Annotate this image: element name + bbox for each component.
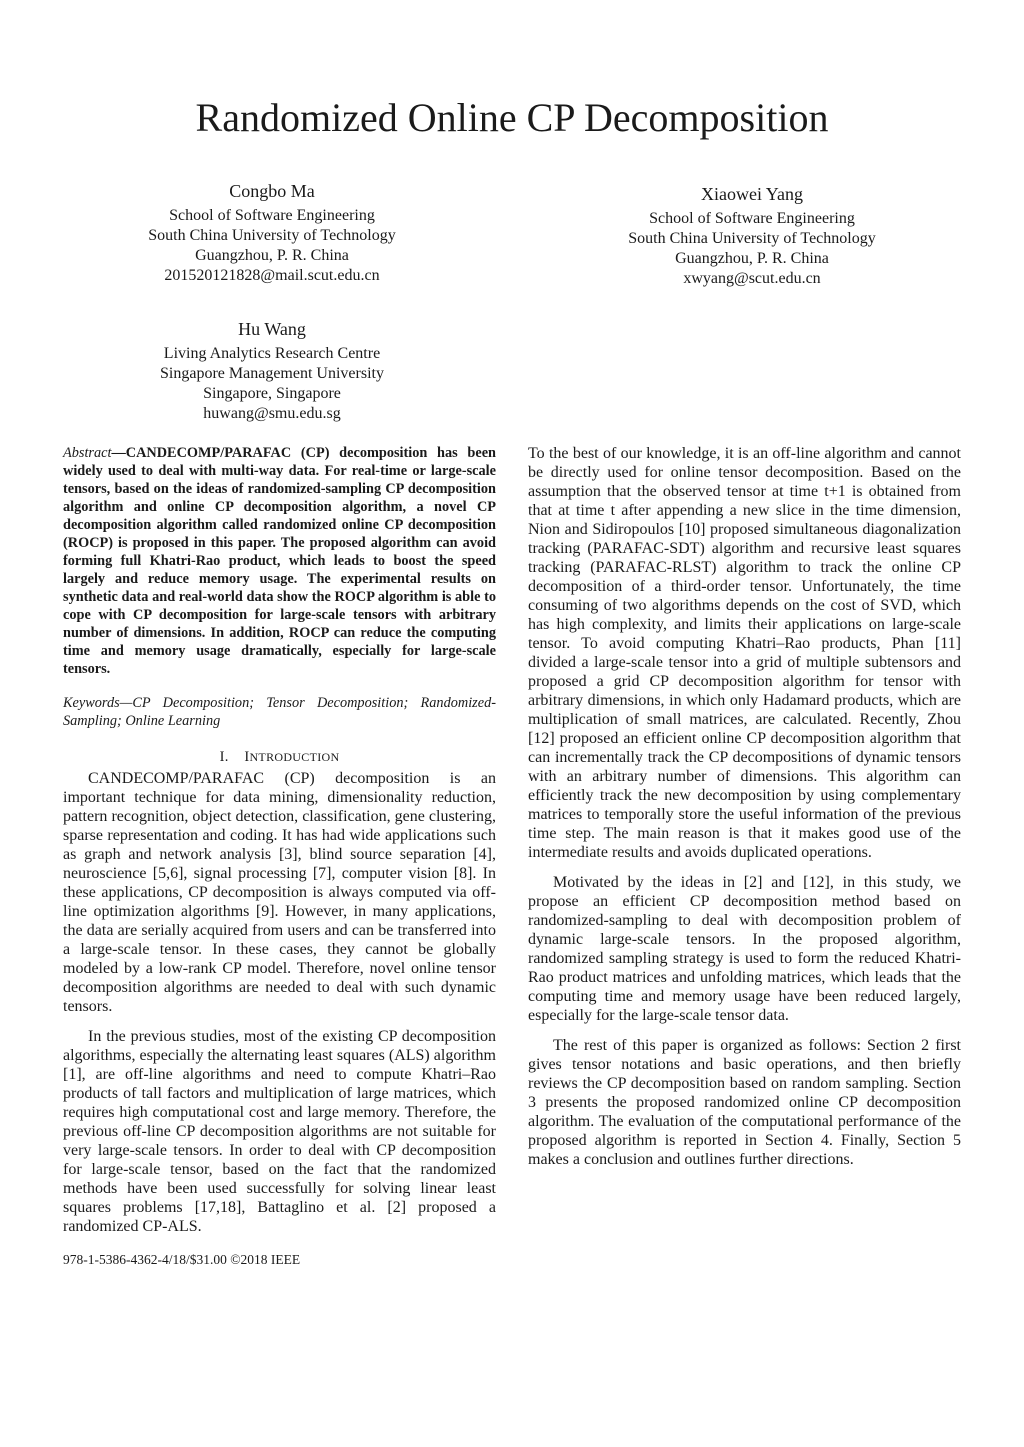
- author-name: Congbo Ma: [229, 181, 315, 201]
- left-column: [63, 444, 496, 1236]
- keywords: Keywords—CP Decomposition; Tensor Decomposition; Randomized-Sampling; Online Learning: [63, 695, 496, 729]
- author-name: Xiaowei Yang: [701, 184, 803, 204]
- author-institution: South China University of Technology: [628, 230, 876, 247]
- abstract-text: —CANDECOMP/PARAFAC (CP) decomposition has been widely used to deal with multi-way data. For real-time or large-scale tensors, based on the ideas of randomized-sampling CP decomposition algorithm and online CP decomposition algorithm, a novel CP decomposition algorithm called randomized online CP decomposition (ROCP) is proposed in this paper. The proposed algorithm can avoid forming full Khatri-Rao product, which leads to boost the speed largely and reduce memory usage. The experimental results on synthetic data and real-world data show the ROCP algorithm is able to cope with CP decomposition for large-scale tensors with arbitrary number of dimensions. In addition, ROCP can reduce the computing time and memory usage dramatically, especially for large-scale tensors.: [63, 445, 496, 677]
- abstract: [63, 444, 496, 678]
- author-institution: Singapore Management University: [160, 365, 384, 382]
- author-block-2: [602, 183, 902, 289]
- section-number: I.: [219, 749, 229, 765]
- author-location: Guangzhou, P. R. China: [675, 250, 829, 267]
- author-block-1: [122, 180, 422, 286]
- author-affiliation: Living Analytics Research Centre: [163, 345, 381, 362]
- author-block-3: [122, 318, 422, 424]
- right-column: [528, 444, 961, 1169]
- author-name: Hu Wang: [238, 319, 306, 339]
- body-paragraph: Motivated by the ideas in [2] and [12], in this study, we propose an efficient CP decomposition method based on randomized-sampling to deal with decomposition problem of dynamic large-scale tensors. In the proposed algorithm, randomized sampling strategy is used to form the reduced Khatri-Rao product matrices and unfolding matrices, which leads that the computing time and memory usage have been reduced largely, especially for the large-scale tensor data.: [528, 874, 961, 1024]
- author-email: 201520121828@mail.scut.edu.cn: [164, 267, 380, 284]
- body-paragraph: In the previous studies, most of the existing CP decomposition algorithms, especially the alternating least squares (ALS) algorithm [1], are off-line algorithms and need to compute Khatri–Rao products of tall factors and multiplication of large matrices, which requires high computational cost and large memory. Therefore, the previous off-line CP decomposition algorithms are not suitable for very large-scale tensors. In order to deal with CP decomposition for large-scale tensor, based on the fact that the randomized methods have been used successfully for solving linear least squares problems [17,18], Battaglino et al. [2] proposed a randomized CP-ALS.: [63, 1028, 496, 1235]
- author-location: Guangzhou, P. R. China: [195, 247, 349, 264]
- author-email: xwyang@scut.edu.cn: [683, 270, 821, 287]
- body-paragraph: To the best of our knowledge, it is an off-line algorithm and cannot be directly used for online tensor decomposition. Based on the assumption that the observed tensor at time t+1 is obtained from that at time t after appending a new slice in the time dimension, Nion and Sidiropoulos [10] proposed simultaneous diagonalization tracking (PARAFAC-SDT) algorithm and recursive least squares tracking (PARAFAC-RLST) algorithm to track the online CP decomposition of a third-order tensor. Unfortunately, the time consuming of two algorithms depends on the cost of SVD, which has high complexity, and limits their applications on large-scale tensor. To avoid computing Khatri–Rao products, Phan [11] divided a large-scale tensor into a grid of multiple subtensors and proposed a grid CP decomposition algorithm for tensor with arbitrary dimensions, in which only Hadamard products, which are multiplication of small matrices, are calculated. Recently, Zhou [12] proposed an efficient online CP decomposition algorithm that can incrementally track the CP decompositions of dynamic tensors with an arbitrary number of dimensions. This algorithm can efficiently track the new decomposition by using complementary matrices to temporally store the useful information of the previous time step. The main reason is that it makes good use of the intermediate results and avoids duplicated operations.: [528, 445, 961, 861]
- author-institution: South China University of Technology: [148, 227, 396, 244]
- copyright-footer: 978-1-5386-4362-4/18/$31.00 ©2018 IEEE: [63, 1252, 301, 1267]
- abstract-label: Abstract: [63, 445, 112, 461]
- section-heading-introduction: [63, 748, 496, 767]
- body-paragraph: The rest of this paper is organized as follows: Section 2 first gives tensor notations and basic operations, and then briefly reviews the CP decomposition based on random sampling. Section 3 presents the proposed randomized online CP decomposition algorithm. The evaluation of the computational performance of the proposed algorithm is reported in Section 4. Finally, Section 5 makes a conclusion and outlines further directions.: [528, 1037, 961, 1168]
- author-email: huwang@smu.edu.sg: [203, 405, 341, 422]
- author-affiliation: School of Software Engineering: [169, 207, 375, 224]
- body-paragraph: CANDECOMP/PARAFAC (CP) decomposition is an important technique for data mining, dimensionality reduction, pattern recognition, object detection, classification, gene clustering, sparse representation and coding. It has had wide applications such as graph and network analysis [3], blind source separation [4], neuroscience [5,6], signal processing [7], computer vision [8]. In these applications, CP decomposition is always computed via off-line optimization algorithms [9]. However, in many applications, the data are serially acquired from users and can be transferred into a large-scale tensor. In these cases, they cannot be globally modeled by a low-rank CP model. Therefore, novel online tensor decomposition algorithms are needed to deal with such dynamic tensors.: [63, 770, 496, 1015]
- section-title-rest: NTRODUCTION: [249, 750, 340, 764]
- author-location: Singapore, Singapore: [203, 385, 341, 402]
- section-title-initial: I: [244, 749, 250, 765]
- paper-title: Randomized Online CP Decomposition: [195, 95, 829, 140]
- author-affiliation: School of Software Engineering: [649, 210, 855, 227]
